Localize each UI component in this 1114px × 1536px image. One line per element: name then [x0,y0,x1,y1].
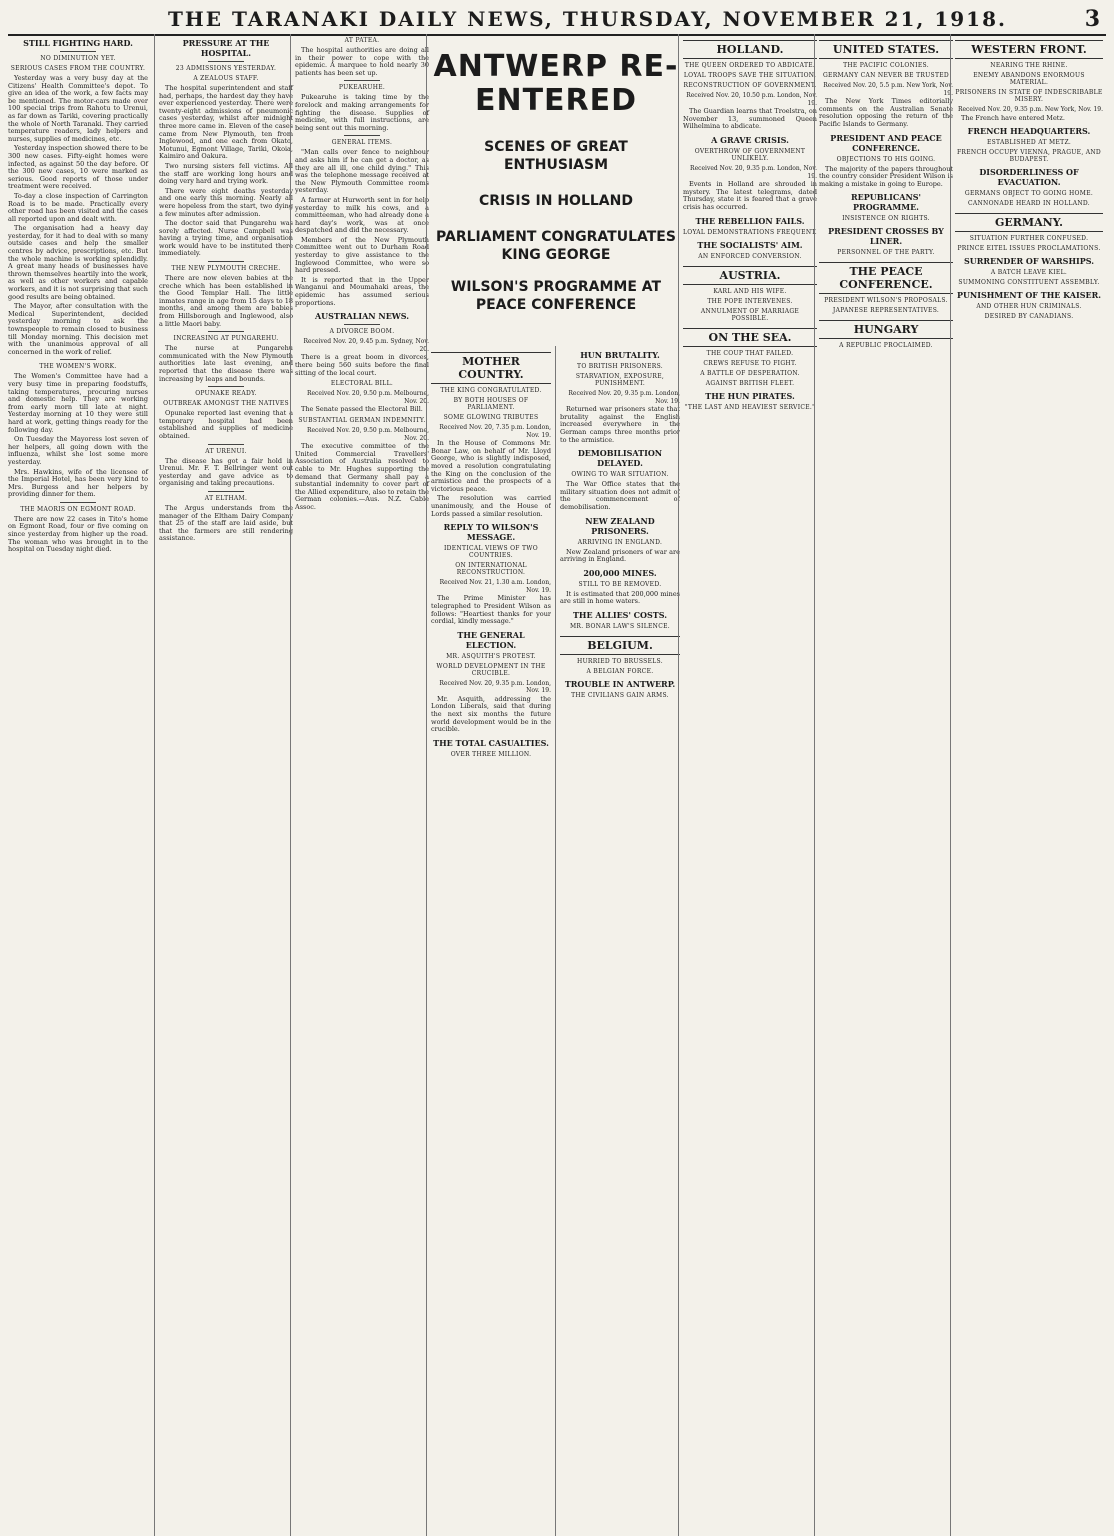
headline: THE ALLIES' COSTS. [572,609,668,620]
subheading: NEARING THE RHINE. [990,62,1068,69]
subheading: RECONSTRUCTION OF GOVERNMENT. [683,82,817,89]
subheading: AND OTHER HUN CRIMINALS. [976,303,1082,311]
subheading: MR. ASQUITH'S PROTEST. [446,652,536,660]
headline: HUNGARY [819,320,953,339]
subheading: A ZEALOUS STAFF. [193,75,259,82]
dateline: Received Nov. 20, 10.50 p.m. London, Nov. 19. [686,92,817,107]
headline: A GRAVE CRISIS. [711,134,789,145]
column-3 [290,34,433,1536]
section-heading: THE NEW PLYMOUTH CRECHE. [171,265,281,273]
headline: GERMANY. [955,213,1103,232]
paragraph: Members of the New Plymouth Committee went out to Durham Road yesterday to give assistance to the Inglewood Committee, who were so hard pressed. [295,235,429,275]
paragraph: It is estimated that 200,000 mines are still in home waters. [560,589,680,606]
headline: PRESIDENT CROSSES BY LINER. [828,226,944,247]
subheading: ANNULMENT OF MARRIAGE POSSIBLE. [700,307,800,322]
column-6 [814,34,957,1536]
headline: DEMOBILISATION DELAYED. [577,448,663,469]
headline: AUSTRIA. [683,266,817,285]
subheading: THE POPE INTERVENES. [707,297,793,305]
subheading: THE QUEEN ORDERED TO ABDICATE. [684,62,816,69]
headline: SURRENDER OF WARSHIPS. [963,256,1095,267]
subheading: SITUATION FURTHER CONFUSED. [969,235,1089,243]
subheading: LOYAL TROOPS SAVE THE SITUATION. [683,72,817,79]
subheading: "THE LAST AND HEAVIEST SERVICE." [684,403,816,411]
paragraph: Mrs. Hawkins, wife of the licensee of the Imperial Hotel, has been very kind to Mrs. Burgess and her helpers by providing dinner for them. [8,467,148,499]
subheading: A BELGIAN FORCE. [586,667,654,675]
subheading: MR. BONAR LAW'S SILENCE. [569,622,670,630]
banner: WILSON'S PROGRAMME AT PEACE CONFERENCE [450,279,662,313]
subheading: OVER THREE MILLION. [450,750,532,758]
subheading: STILL TO BE REMOVED. [578,580,662,588]
dateline: Received Nov. 20, 9.35 p.m. London, Nov. 19. [690,164,817,180]
subheading: LOYAL DEMONSTRATIONS FREQUENT. [683,228,818,236]
paragraph: The hospital superintendent and staff had, perhaps, the hardest day they have ever experienced yesterday. There were twenty-eight admissions of pneumonic cases yesterday, whilst after midnight three more came in. Eleven of the cases came from New Plymouth, ten from Inglewood, and one each from Okato, Motunui, Egmont Village, Tariki, Okoia, Kaimiro and Oakura. [159,84,293,161]
column-7 [950,34,1105,1536]
headline: STILL FIGHTING HARD. [23,38,133,48]
subheading: A BATTLE OF DESPERATION. [700,369,800,377]
subheading: PRISONERS IN STATE OF INDESCRIBABLE MISERY. [955,89,1103,103]
headline: THE TOTAL CASUALTIES. [433,737,549,748]
paragraph: In the House of Commons Mr. Bonar Law, on behalf of Mr. Lloyd George, who is slightly indisposed, moved a resolution congratulating the King on the conclusion of the armistice and the prospects of a victorious peace. [431,439,551,493]
dateline: Received Nov. 20, 9.50 p.m. Melbourne, Nov. 20. [306,426,429,442]
section-heading: THE WOMEN'S WORK. [39,363,117,371]
subheading: SUBSTANTIAL GERMAN INDEMNITY. [298,416,426,424]
subheading: DESIRED BY CANADIANS. [984,313,1074,321]
subheading: BY BOTH HOUSES OF PARLIAMENT. [453,397,529,411]
paragraph: The Women's Committee have had a very busy time in preparing foodstuffs, taking temperatures, procuring nurses and domestic help. They are working from early morn till late at night. Yesterday morning at 10 they were still hard at work, getting things ready for the following day. [8,372,148,434]
paragraph: The Prime Minister has telegraphed to President Wilson as follows: "Heartiest thanks for your cordial, kindly message." [431,594,551,626]
page-number: 3 [1084,6,1100,32]
paragraph: The majority of the papers throughout the country consider President Wilson is making a mistake in going to Europe. [819,164,953,188]
headline: WESTERN FRONT. [955,40,1103,59]
subheading: ON INTERNATIONAL RECONSTRUCTION. [455,562,527,577]
subheading: FRENCH OCCUPY VIENNA, PRAGUE, AND BUDAPEST. [956,149,1102,164]
headline: THE REBELLION FAILS. [695,215,805,226]
paragraph: The resolution was carried unanimously, and the House of Lords passed a similar resolution. [431,494,551,518]
paragraph: Yesterday inspection showed there to be 300 new cases. Fifty-eight homes were infected, as against 50 the day before. Of the 300 new cases, 10 were marked as serious. Good reports of those under treatment were received. [8,144,148,191]
subheading: PRINCE EITEL ISSUES PROCLAMATIONS. [957,245,1101,253]
subheading: SOME GLOWING TRIBUTES [443,414,539,421]
section-heading: GENERAL ITEMS. [331,139,393,147]
subheading: OWING TO WAR SITUATION. [571,471,669,479]
section-heading: INCREASING AT PUNGAREHU. [173,335,279,343]
paragraph: Yesterday was a very busy day at the Citizens' Health Committee's depot. To give an idea of the work, a few facts may be mentioned. The motor-cars made over 100 special trips from Rahotu to Urenui, as far down as Tariki, covering practically the whole of North Taranaki. They carried temperature readers, lady helpers and nurses, supplies of medicines, etc. [8,74,148,143]
headline: PRESIDENT AND PEACE CONFERENCE. [830,132,942,153]
dateline: Received Nov. 20, 9.35 p.m. New York, Nov. 19. [957,106,1103,113]
paragraph: There are now 22 cases in Tito's home on Egmont Road, four or five coming on since yesterday from higher up the road. The woman who was brought in to the hospital on Tuesday night died. [8,514,148,554]
subheading: OUTBREAK AMONGST THE NATIVES [163,400,289,408]
subheading: AGAINST BRITISH FLEET. [705,379,795,387]
headline: ON THE SEA. [683,328,817,347]
subheading: SERIOUS CASES FROM THE COUNTRY. [10,65,146,72]
paragraph: Pukearuhe is taking time by the forelock and making arrangements for fighting the disease. Supplies of medicine, with full instructions, are being sent out this morning. [295,93,429,132]
column-2 [154,34,297,1536]
paragraph: It is reported that in the Upper Wanganui and Moumahaki areas, the epidemic has assumed serious proportions. [295,275,429,307]
subheading: AN ENFORCED CONVERSION. [698,252,802,260]
paragraph: The New York Times editorially comments on the Australian Senate resolution opposing the return of the Pacific Islands to Germany. [819,97,953,128]
subheading: A DIVORCE BOOM. [329,328,395,336]
subcolumn-right [555,346,680,1536]
subheading: GERMANS OBJECT TO GOING HOME. [964,190,1094,198]
column-4 [426,34,685,1536]
section-heading: THE MAORIS ON EGMONT ROAD. [20,505,136,513]
subheading: KARL AND HIS WIFE. [713,287,787,295]
masthead [8,6,1106,36]
dateline: Received Nov. 20, 9.45 p.m. Sydney, Nov. 20. [303,338,429,353]
paragraph: The Guardian learns that Troelstra, on November 13, summoned Queen Wilhelmina to abdicate. [683,107,817,131]
subheading: OVERTHROW OF GOVERNMENT UNLIKELY. [694,147,806,162]
subheading: NO DIMINUTION YET. [40,55,116,62]
subheading: ESTABLISHED AT METZ. [986,139,1072,147]
subheading: IDENTICAL VIEWS OF TWO COUNTRIES. [444,545,538,560]
paragraph: Returned war prisoners state that brutality against the English increased everywhere in the German camps three months prior to the armistice. [560,405,680,444]
split-columns [431,346,681,1536]
section-heading: AT ELTHAM. [204,494,248,502]
headline: TROUBLE IN ANTWERP. [564,678,676,689]
column-1 [8,34,152,1536]
subheading: THE KING CONGRATULATED. [440,387,542,394]
subheading: ELECTORAL BILL. [330,380,394,388]
subheading: WORLD DEVELOPMENT IN THE CRUCIBLE. [436,662,546,677]
paragraph: On Tuesday the Mayoress lost seven of her helpers, all going down with the influenza, whilst she lost some more yesterday. [8,435,148,466]
headline: THE SOCIALISTS' AIM. [697,239,803,250]
paragraph: "Man calls over fence to neighbour and asks him if he can get a doctor, as they are all ill, one child dying." This was the telephone message received at the New Plymouth Committee rooms yesterday. [295,148,429,195]
dateline: Received Nov. 20, 5.5 p.m. New York, Nov. 19. [823,82,953,97]
subheading: STARVATION, EXPOSURE, PUNISHMENT. [575,373,665,387]
paragraph: The War Office states that the military situation does not admit of the commencement of demobilisation. [560,480,680,511]
paragraph: The executive committee of the United Commercial Travellers' Association of Australia resolved to cable to Mr. Hughes supporting the demand that Germany shall pay a substantial indemnity to cover part of the Allied expenditure, also to retain the German colonies.—Aus. N.Z. Cable Assoc. [295,442,429,511]
paragraph: New Zealand prisoners of war are arriving in England. [560,547,680,564]
subheading: 23 ADMISSIONS YESTERDAY. [175,65,277,72]
subheading: INSISTENCE ON RIGHTS. [842,215,930,223]
dateline: Received Nov. 21, 1.30 a.m. London, Nov. 19. [439,579,551,594]
subheading: OBJECTIONS TO HIS GOING. [836,155,936,163]
headline: UNITED STATES. [819,40,953,59]
subheading: THE CIVILIANS GAIN ARMS. [571,691,669,699]
dateline: Received Nov. 20, 9.50 p.m. Melbourne, Nov. 20. [306,390,429,405]
paragraph: The disease has got a fair hold in Urenui. Mr. F. T. Bellringer went out yesterday and gave advice as to organising and taking precautions. [159,456,293,488]
subheading: CANNONADE HEARD IN HOLLAND. [967,200,1091,208]
dateline: Received Nov. 20, 9.35 p.m. London, Nov. 19. [568,390,680,405]
paragraph: Mr. Asquith, addressing the London Liberals, said that during the next six months the future world development would be in the crucible. [431,694,551,734]
banner: CRISIS IN HOLLAND [479,193,633,209]
section-heading: PUKEARUHE. [338,84,386,92]
subcolumn-left [431,346,551,1536]
headline: THE PEACE CONFERENCE. [819,262,953,294]
subheading: TO BRITISH PRISONERS. [577,363,663,370]
headline: DISORDERLINESS OF EVACUATION. [979,167,1079,188]
headline: BELGIUM. [560,636,680,655]
subheading: ARRIVING IN ENGLAND. [577,538,663,546]
subheading: HURRIED TO BRUSSELS. [577,657,663,665]
paragraph: The doctor said that Pungarehu was sorely affected. Nurse Campbell was having a trying time, and organisation work would have to be instituted there immediately. [159,219,293,258]
section-heading: AT PATEA. [344,37,380,44]
subheading: SUMMONING CONSTITUENT ASSEMBLY. [958,279,1100,287]
paragraph: A farmer at Hurworth sent in for help yesterday to milk his cows, and a committeeman, who had already done a hard day's work, was at once despatched and did the necessary. [295,195,429,235]
subheading: PRESIDENT WILSON'S PROPOSALS. [824,297,948,305]
headline: NEW ZEALAND PRISONERS. [585,515,655,536]
paragraph: The Argus understands from the manager of the Eltham Dairy Company that 25 of the staff are laid aside, but that the farmers are still rendering assistance. [159,503,293,543]
headline: 200,000 MINES. [583,567,657,578]
headline: MOTHER COUNTRY. [431,352,551,384]
paragraph: There is a great boom in divorces, there being 560 suits before the final sitting of the local court. [295,353,429,377]
headline: PUNISHMENT OF THE KAISER. [956,290,1102,301]
paragraph: The nurse at Pungarehu communicated with the New Plymouth authorities late last evening, and reported that the disease there was increasing by leaps and bounds. [159,344,293,383]
headline: THE HUN PIRATES. [705,390,795,401]
paragraph: There were eight deaths yesterday and one early this morning. Nearly all were hopeless from the start, two dying a few minutes after admission. [159,186,293,218]
main-banner: ANTWERP RE-ENTERED [433,49,679,118]
section-heading: OPUNAKE READY. [195,390,257,398]
headline: THE GENERAL ELECTION. [457,629,525,650]
subheading: A REPUBLIC PROCLAIMED. [839,342,933,350]
subheading: JAPANESE REPRESENTATIVES. [832,307,940,315]
paragraph: The French have entered Metz. [961,113,1065,122]
dateline: Received Nov. 20, 7.35 p.m. London, Nov. 19. [439,424,551,439]
headline: REPLY TO WILSON'S MESSAGE. [443,522,539,543]
paragraph: There are now eleven babies at the creche which has been established in the Good Templar Hall. The little inmates range in age from 15 days to 18 months, and among them are babies from Hillsborough and Inglewood, also a little Maori baby. [159,274,293,328]
headline: AUSTRALIAN NEWS. [314,311,410,322]
subheading: PERSONNEL OF THE PARTY. [837,249,935,257]
headline: HOLLAND. [683,40,817,59]
subheading: ENEMY ABANDONS ENORMOUS MATERIAL. [973,72,1085,86]
paragraph: The Senate passed the Electoral Bill. [301,405,423,414]
subheading: CREWS REFUSE TO FIGHT. [703,359,797,367]
subheading: GERMANY CAN NEVER BE TRUSTED [822,72,950,79]
paragraph: The organisation had a heavy day yesterday, for it had to deal with so many outside cases and help the smaller centres by advice, prescriptions, etc. But the whole machine is working splendidly. A great many heads of businesses have thrown themselves heartily into the work, as well as other workers and capable workers, and it is not surprising that such good results are being obtained. [8,224,148,301]
paragraph: To-day a close inspection of Carrington Road is to be made. Practically every other road has been visited and the cases all reported upon and dealt with. [8,191,148,223]
banner: SCENES OF GREAT ENTHUSIASM [484,139,628,173]
paragraph: Events in Holland are shrouded in mystery. The latest telegrams, dated Thursday, state it is feared that a grave crisis has occurred. [683,180,817,211]
section-heading: AT URENUI. [205,447,247,455]
headline: PRESSURE AT THE HOSPITAL. [182,38,270,58]
headline: HUN BRUTALITY. [580,350,660,360]
paragraph: Two nursing sisters fell victims. All the staff are working long hours and doing very hard and trying work. [159,161,293,186]
subheading: THE PACIFIC COLONIES. [843,62,929,69]
masthead-title: THE TARANAKI DAILY NEWS, THURSDAY, NOVEMBER 21, 1918. [168,7,1007,31]
paragraph: The Mayor, after consultation with the Medical Superintendent, decided yesterday morning to ask the townspeople to remain closed to business till Monday morning. This decision met with the unanimous approval of all concerned in the work of relief. [8,302,148,356]
headline: REPUBLICANS' PROGRAMME. [851,192,921,213]
dateline: Received Nov. 20, 9.35 p.m. London, Nov. 19. [439,679,551,695]
headline: FRENCH HEADQUARTERS. [967,126,1091,137]
paragraph: The hospital authorities are doing all in their power to cope with the epidemic. A marquee to hold nearly 30 patients has been set up. [295,46,429,77]
paragraph: Opunake reported last evening that a temporary hospital had been established and supplies of medicine obtained. [159,409,293,440]
column-5 [678,34,821,1536]
subheading: A BATCH LEAVE KIEL. [990,269,1068,277]
subheading: THE COUP THAT FAILED. [706,349,794,357]
banner: PARLIAMENT CONGRATULATES KING GEORGE [436,229,676,263]
